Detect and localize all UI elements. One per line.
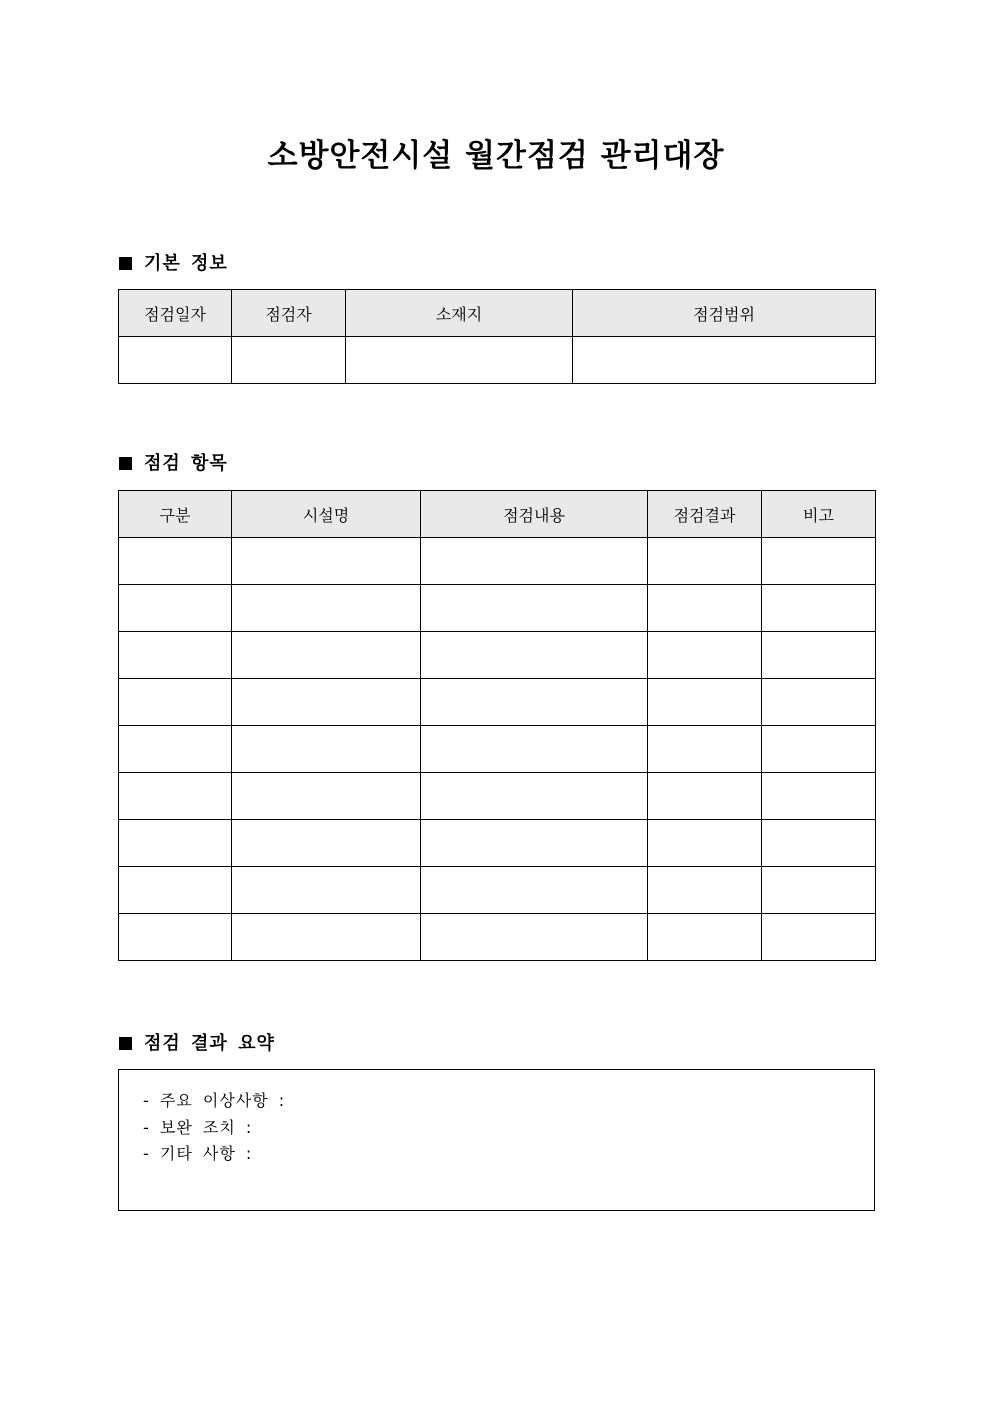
items-category-cell[interactable] xyxy=(119,585,232,632)
items-facility-cell[interactable] xyxy=(232,585,421,632)
basic-info-header-location: 소재지 xyxy=(346,290,573,337)
items-header-remarks: 비고 xyxy=(762,491,876,538)
items-remarks-cell[interactable] xyxy=(762,585,876,632)
summary-box xyxy=(118,1069,875,1211)
items-facility-cell[interactable] xyxy=(232,679,421,726)
table-row xyxy=(119,867,876,914)
basic-info-inspector-cell[interactable] xyxy=(232,337,346,384)
items-category-cell[interactable] xyxy=(119,773,232,820)
section-heading-summary xyxy=(119,1031,275,1057)
basic-info-header-inspector: 점검자 xyxy=(232,290,346,337)
items-facility-cell[interactable] xyxy=(232,726,421,773)
section-heading-items-label: 점검 항목 xyxy=(144,453,228,474)
items-category-cell[interactable] xyxy=(119,538,232,585)
square-bullet-icon xyxy=(119,457,132,470)
items-result-cell[interactable] xyxy=(648,632,762,679)
items-header-content: 점검내용 xyxy=(421,491,648,538)
basic-info-location-cell[interactable] xyxy=(346,337,573,384)
table-row xyxy=(119,820,876,867)
basic-info-row xyxy=(119,337,876,384)
items-category-cell[interactable] xyxy=(119,632,232,679)
basic-info-header-scope: 점검범위 xyxy=(573,290,876,337)
section-heading-summary-label: 점검 결과 요약 xyxy=(144,1033,275,1054)
items-remarks-cell[interactable] xyxy=(762,914,876,961)
table-row xyxy=(119,773,876,820)
items-facility-cell[interactable] xyxy=(232,867,421,914)
items-facility-cell[interactable] xyxy=(232,538,421,585)
basic-info-header-row xyxy=(119,290,876,337)
summary-list xyxy=(143,1088,285,1168)
section-heading-basic xyxy=(119,251,228,277)
square-bullet-icon xyxy=(119,257,132,270)
basic-info-date-cell[interactable] xyxy=(119,337,232,384)
items-result-cell[interactable] xyxy=(648,914,762,961)
items-result-cell[interactable] xyxy=(648,538,762,585)
items-category-cell[interactable] xyxy=(119,867,232,914)
items-header-result: 점검결과 xyxy=(648,491,762,538)
inspection-items-header-row xyxy=(119,491,876,538)
items-content-cell[interactable] xyxy=(421,585,648,632)
basic-info-header-date: 점검일자 xyxy=(119,290,232,337)
items-content-cell[interactable] xyxy=(421,538,648,585)
items-category-cell[interactable] xyxy=(119,820,232,867)
summary-line-major-issues[interactable]: - 주요 이상사항 : xyxy=(143,1091,286,1110)
page-title: 소방안전시설 월간점검 관리대장 xyxy=(267,138,725,174)
table-row xyxy=(119,538,876,585)
items-result-cell[interactable] xyxy=(648,820,762,867)
section-heading-basic-label: 기본 정보 xyxy=(144,253,228,274)
items-remarks-cell[interactable] xyxy=(762,538,876,585)
square-bullet-icon xyxy=(119,1037,132,1050)
items-remarks-cell[interactable] xyxy=(762,632,876,679)
table-row xyxy=(119,914,876,961)
items-content-cell[interactable] xyxy=(421,632,648,679)
items-header-category: 구분 xyxy=(119,491,232,538)
basic-info-scope-cell[interactable] xyxy=(573,337,876,384)
items-content-cell[interactable] xyxy=(421,773,648,820)
table-row xyxy=(119,726,876,773)
items-remarks-cell[interactable] xyxy=(762,820,876,867)
items-remarks-cell[interactable] xyxy=(762,867,876,914)
items-result-cell[interactable] xyxy=(648,867,762,914)
items-content-cell[interactable] xyxy=(421,679,648,726)
basic-info-table xyxy=(118,289,876,384)
items-content-cell[interactable] xyxy=(421,820,648,867)
table-row xyxy=(119,679,876,726)
items-remarks-cell[interactable] xyxy=(762,726,876,773)
items-facility-cell[interactable] xyxy=(232,632,421,679)
inspection-items-table xyxy=(118,490,876,961)
items-category-cell[interactable] xyxy=(119,726,232,773)
items-result-cell[interactable] xyxy=(648,726,762,773)
items-facility-cell[interactable] xyxy=(232,914,421,961)
items-remarks-cell[interactable] xyxy=(762,773,876,820)
items-facility-cell[interactable] xyxy=(232,820,421,867)
table-row xyxy=(119,632,876,679)
items-content-cell[interactable] xyxy=(421,726,648,773)
items-content-cell[interactable] xyxy=(421,867,648,914)
items-category-cell[interactable] xyxy=(119,914,232,961)
items-result-cell[interactable] xyxy=(648,773,762,820)
table-row xyxy=(119,585,876,632)
items-result-cell[interactable] xyxy=(648,679,762,726)
items-result-cell[interactable] xyxy=(648,585,762,632)
items-facility-cell[interactable] xyxy=(232,773,421,820)
items-category-cell[interactable] xyxy=(119,679,232,726)
section-heading-items xyxy=(119,451,228,477)
items-remarks-cell[interactable] xyxy=(762,679,876,726)
summary-line-corrective-action[interactable]: - 보완 조치 : xyxy=(143,1117,253,1137)
summary-line-other[interactable]: - 기타 사항 : xyxy=(143,1144,253,1163)
items-header-facility: 시설명 xyxy=(232,491,421,538)
items-content-cell[interactable] xyxy=(421,914,648,961)
